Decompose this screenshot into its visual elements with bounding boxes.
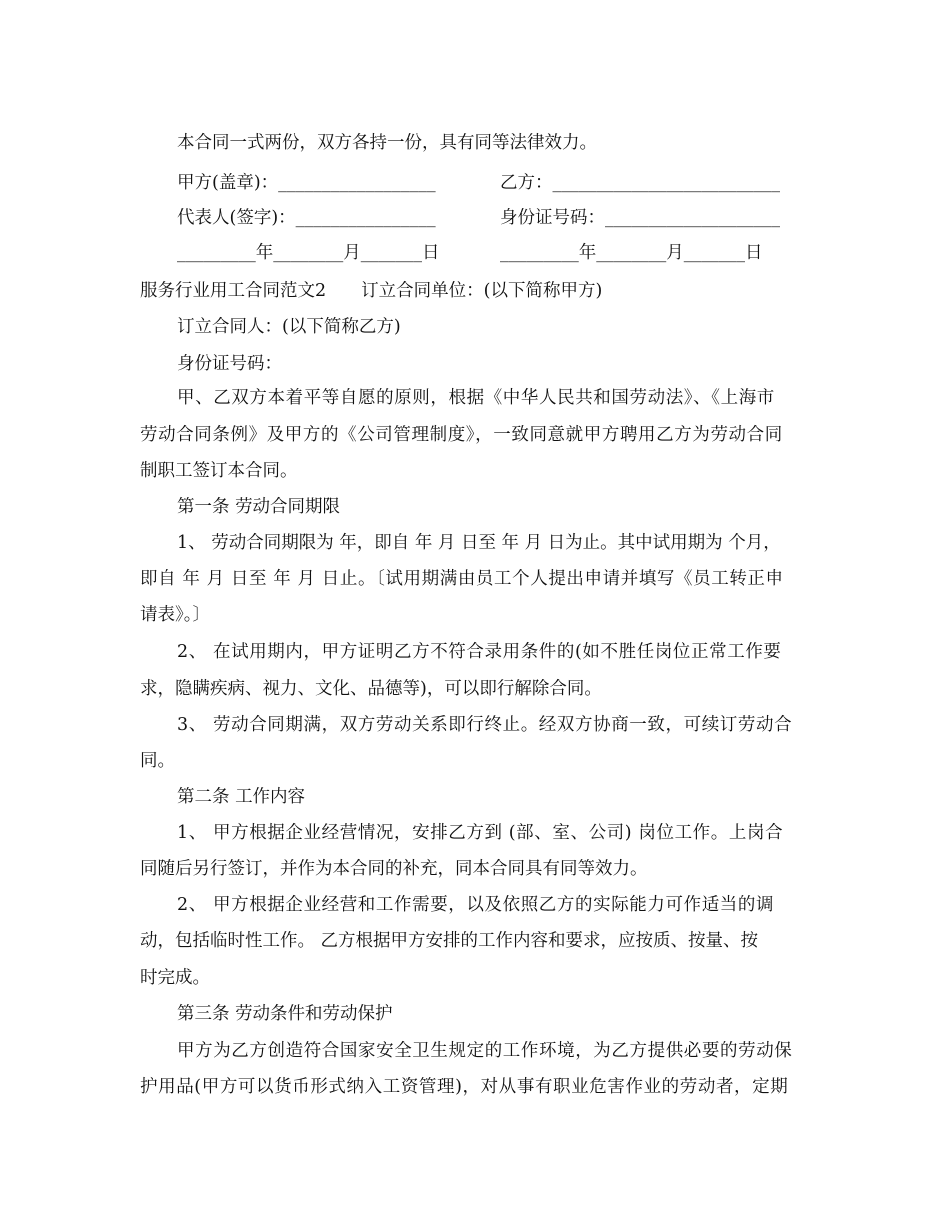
preamble-line: 制职工签订本合同。 <box>140 461 298 481</box>
article-1-item-1-line: 1、 劳动合同期限为 年，即自 年 月 日至 年 月 日为止。其中试用期为 个月， <box>177 533 781 553</box>
article-3-body-line: 护用品(甲方可以货币形式纳入工资管理)，对从事有职业危害作业的劳动者，定期 <box>140 1077 789 1097</box>
party-a-seal-line: 甲方(盖章)：__________________ <box>177 173 436 193</box>
article-2-item-2-line: 动，包括临时性工作。 乙方根据甲方安排的工作内容和要求，应按质、按量、按 <box>140 931 759 951</box>
article-1-item-3-line: 同。 <box>140 751 175 771</box>
id-number-line: 身份证号码：____________________ <box>500 208 780 228</box>
date-line-right: _________年________月_______日 <box>500 243 763 263</box>
article-1-title: 第一条 劳动合同期限 <box>177 497 341 517</box>
article-2-item-2-line: 2、 甲方根据企业经营和工作需要，以及依照乙方的实际能力可作适当的调 <box>177 895 775 915</box>
article-1-item-1-line: 即自 年 月 日至 年 月 日止。〔试用期满由员工个人提出申请并填写《员工转正申 <box>140 569 784 589</box>
id-number-label: 身份证号码： <box>177 354 282 374</box>
preamble-line: 劳动合同条例》及甲方的《公司管理制度》，一致同意就甲方聘用乙方为劳动合同 <box>140 425 783 445</box>
contract-2-header: 服务行业用工合同范文2 订立合同单位：(以下简称甲方) <box>140 281 603 301</box>
article-2-item-2-line: 时完成。 <box>140 968 210 988</box>
preamble-line: 甲、乙双方本着平等自愿的原则，根据《中华人民共和国劳动法》、《上海市 <box>177 388 775 408</box>
article-1-item-2-line: 2、 在试用期内，甲方证明乙方不符合录用条件的(如不胜任岗位正常工作要 <box>177 642 782 662</box>
article-3-body-line: 甲方为乙方创造符合国家安全卫生规定的工作环境，为乙方提供必要的劳动保 <box>177 1041 793 1061</box>
party-b-line: 乙方：__________________________ <box>500 173 780 193</box>
closing-clause: 本合同一式两份，双方各持一份，具有同等法律效力。 <box>177 133 597 153</box>
article-1-item-2-line: 求，隐瞒疾病、视力、文化、品德等)，可以即行解除合同。 <box>140 679 602 699</box>
date-line-left: _________年________月_______日 <box>177 243 440 263</box>
article-3-title: 第三条 劳动条件和劳动保护 <box>177 1004 393 1024</box>
party-b-intro: 订立合同人：(以下简称乙方) <box>177 317 401 337</box>
article-2-item-1-line: 1、 甲方根据企业经营情况，安排乙方到 (部、室、公司) 岗位工作。上岗合 <box>177 823 784 843</box>
article-1-item-3-line: 3、 劳动合同期满，双方劳动关系即行终止。经双方协商一致，可续订劳动合 <box>177 715 793 735</box>
article-2-item-1-line: 同随后另行签订，并作为本合同的补充，同本合同具有同等效力。 <box>140 859 648 879</box>
article-1-item-1-line: 请表》。〕 <box>140 605 210 625</box>
article-2-title: 第二条 工作内容 <box>177 787 306 807</box>
representative-sign-line: 代表人(签字)：________________ <box>177 208 436 228</box>
